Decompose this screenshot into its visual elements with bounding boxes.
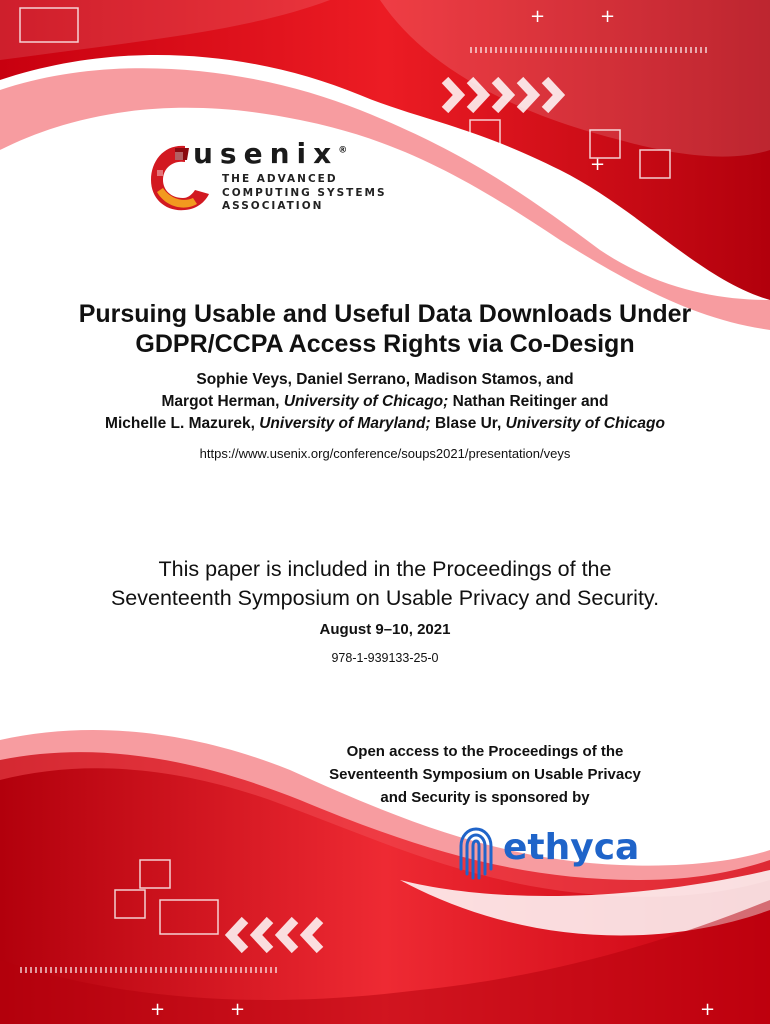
svg-text:+: + [530, 6, 546, 27]
sponsor-statement: Open access to the Proceedings of the Seventeenth Symposium on Usable Privacy and Security is sponsored by [329, 743, 641, 806]
svg-text:+: + [150, 999, 166, 1020]
paper-title: Pursuing Usable and Useful Data Downloads Under GDPR/CCPA Access Rights via Co-Design [78, 300, 692, 358]
isbn: 978-1-939133-25-0 [331, 651, 439, 665]
usenix-subtitle: THE ADVANCED COMPUTING SYSTEMS ASSOCIATION [222, 173, 387, 212]
ethyca-fingerprint-icon [455, 824, 497, 884]
conference-date: August 9–10, 2021 [319, 621, 451, 638]
usenix-wordmark: usenix® [193, 137, 348, 170]
svg-text:+: + [600, 6, 616, 27]
registered-mark: ® [338, 145, 348, 156]
presentation-url[interactable]: https://www.usenix.org/conference/soups2021/presentation/veys [199, 446, 571, 461]
svg-text:+: + [230, 999, 246, 1020]
author-list: Sophie Veys, Daniel Serrano, Madison Stamos, and Margot Herman, University of Chicago; Nathan Reitinger and Michelle L. Mazurek, University of Maryland; Blase Ur, University of Chicago [105, 371, 665, 432]
ethyca-wordmark: ethyca [503, 827, 640, 868]
proceedings-statement: This paper is included in the Proceedings of the Seventeenth Symposium on Usable Privacy and Security. [110, 557, 660, 610]
svg-text:+: + [700, 999, 716, 1020]
svg-text:+: + [590, 154, 606, 175]
top-wave [0, 0, 770, 330]
